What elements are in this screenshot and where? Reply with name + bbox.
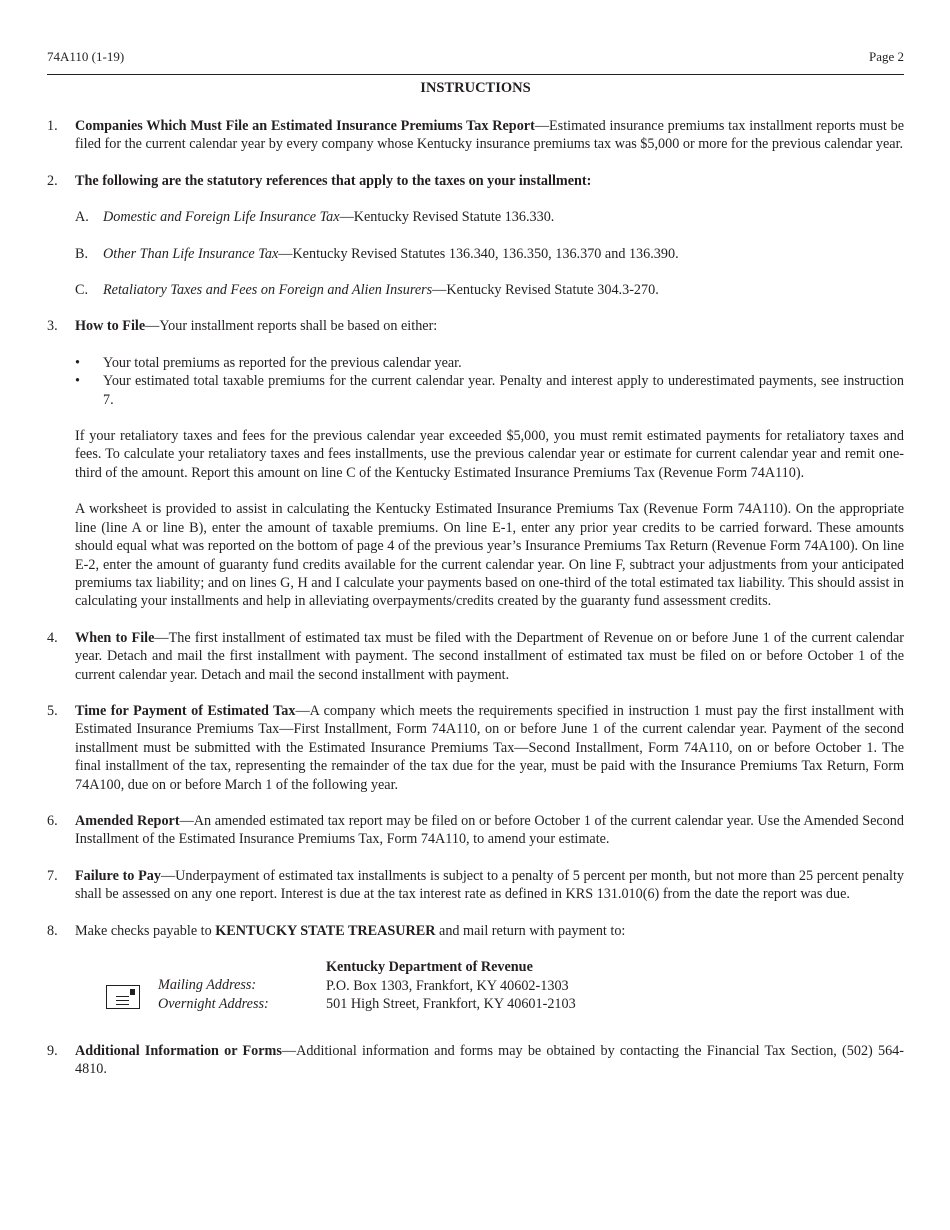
item-text: —Additional information and forms may be obtained by contacting the Financial Tax Section, (502) 564-4810. [75,1043,904,1078]
ref-title: Retaliatory Taxes and Fees on Foreign and Alien Insurers [103,282,433,299]
instruction-1 [47,117,904,154]
item-number: 3. [47,318,58,335]
statute-ref-a [47,208,904,226]
form-number: 74A110 (1-19) [47,49,125,64]
item-number: 1. [47,118,58,134]
item-heading: Amended Report [75,812,180,829]
retaliatory-paragraph: If your retaliatory taxes and fees for the previous calendar year exceeded $5,000, you must remit estimated payments for retaliatory taxes and fees. To calculate your retaliatory taxes and fees installments, use the previous calendar year or estimate for current calendar year and remit one-third of the amount. Report this amount on line C of the Kentucky Estimated Insurance Premiums Tax (Revenue Form 74A110). [75,428,904,481]
item-number: 6. [47,812,58,829]
ref-text: —Kentucky Revised Statute 304.3-270. [432,282,659,299]
address-labels [158,976,269,1013]
item-text: —An amended estimated tax report may be filed on or before October 1 of the current calendar year. Use the Amended Second Installment of the Estimated Insurance Premiums Tax, Form 74A110, to amend your estimate. [75,812,904,848]
list-item [47,354,904,372]
item-number: 4. [47,629,58,646]
ref-title: Other Than Life Insurance Tax [103,245,279,262]
bullet-icon: • [75,373,80,390]
instruction-2 [47,172,904,190]
item-text: —Your installment reports shall be based on either: [145,318,438,335]
page-number: Page 2 [868,49,904,64]
item-heading: Companies Which Must File an Estimated Insurance Premiums Tax Report [75,118,535,134]
overnight-address: 501 High Street, Frankfort, KY 40601-2103 [326,996,576,1013]
instruction-3 [47,317,904,335]
statute-ref-b [47,245,904,263]
ref-letter: A. [75,209,89,226]
mailing-label: Mailing Address: [158,977,257,993]
item-text: —A company which meets the requirements specified in instruction 1 must pay the first installment with Estimated Insurance Premiums Tax—First Installment, Form 74A110, on or before June 1 of the current calendar year. Payment of the second installment must be submitted with the Estimated Insurance Premiums Tax—Second Installment, Form 74A110, on or before October 1. The final installment of the tax, representing the remainder of the tax due for the year, must be paid with the Insurance Premiums Tax Return, Form 74A100, due on or before March 1 of the following year. [75,702,905,793]
item-number: 9. [47,1043,58,1059]
payee: KENTUCKY STATE TREASURER [215,922,436,939]
department-name: Kentucky Department of Revenue [326,959,533,975]
item-text: —Estimated insurance premiums tax installment reports must be filed for the current calendar year by every company whose Kentucky insurance premiums tax was $5,000 or more for the previous calendar year. [75,118,904,153]
item-text: Make checks payable to [75,922,216,939]
overnight-label: Overnight Address: [158,995,269,1012]
item-text: and mail return with payment to: [435,922,626,939]
page-title: INSTRUCTIONS [420,80,531,96]
instruction-5 [47,702,904,794]
ref-letter: B. [75,245,89,262]
item-text: —Underpayment of estimated tax installments is subject to a penalty of 5 percent per month, but not more than 25 percent penalty shall be assessed on any one report. Interest is due at the tax interest rate as defined in KRS 131.010(6) from the date the report was due. [75,867,904,903]
bullet-text: Your total premiums as reported for the previous calendar year. [103,354,462,371]
list-item [47,372,904,409]
instruction-4 [47,629,904,684]
ref-text: —Kentucky Revised Statute 136.330. [339,209,555,226]
item-heading: Failure to Pay [75,867,161,884]
address-values [326,958,576,1014]
item-heading: How to File [75,318,146,335]
instructions-list [47,117,904,1079]
instruction-8 [47,922,904,940]
statute-ref-c [47,281,904,299]
ref-text: —Kentucky Revised Statutes 136.340, 136.350, 136.370 and 136.390. [278,245,679,262]
item-number: 5. [47,702,58,719]
mailing-address: P.O. Box 1303, Frankfort, KY 40602-1303 [326,977,569,994]
item-number: 2. [47,172,58,189]
item-number: 8. [47,922,58,939]
mailing-address-block [75,958,904,1024]
item-heading: The following are the statutory references that apply to the taxes on your installment: [75,172,592,189]
item-heading: Additional Information or Forms [75,1043,282,1059]
item-number: 7. [47,867,58,884]
header-divider [47,74,904,75]
bullet-icon: • [75,354,80,371]
instruction-6 [47,812,904,849]
ref-letter: C. [75,282,89,299]
item-heading: Time for Payment of Estimated Tax [75,702,296,719]
bullet-text: Your estimated total taxable premiums for the current calendar year. Penalty and interest apply to underestimated payments, see instruction 7. [103,373,904,408]
ref-title: Domestic and Foreign Life Insurance Tax [103,209,340,226]
item-text: —The first installment of estimated tax must be filed with the Department of Revenue on or before June 1 of the current calendar year. Detach and mail the first installment with payment. The second installment of estimated tax must be filed on or before October 1 of the current calendar year. Detach and mail the second installment with payment. [75,629,905,683]
instruction-9 [47,1042,904,1079]
instruction-7 [47,867,904,904]
item-heading: When to File [75,629,155,646]
worksheet-paragraph: A worksheet is provided to assist in calculating the Kentucky Estimated Insurance Premiums Tax (Revenue Form 74A110). On the appropriate line (line A or line B), enter the amount of taxable premiums. On line E-1, enter any prior year credits to be carried forward. These amounts should equal what was reported on the bottom of page 4 of the previous year’s Insurance Premiums Tax Return (Revenue Form 74A100). On line E-2, enter the amount of guaranty fund credits available for the current calendar year. On line F, subtract your adjustments from your anticipated premiums tax liability; and on lines G, H and I calculate your payments based on one-third of the total estimated tax liability. This should assist in calculating your installments and help in alleviating overpayments/credits created by the guaranty fund assessment credits. [75,501,904,610]
mail-envelope-icon [106,985,140,1009]
